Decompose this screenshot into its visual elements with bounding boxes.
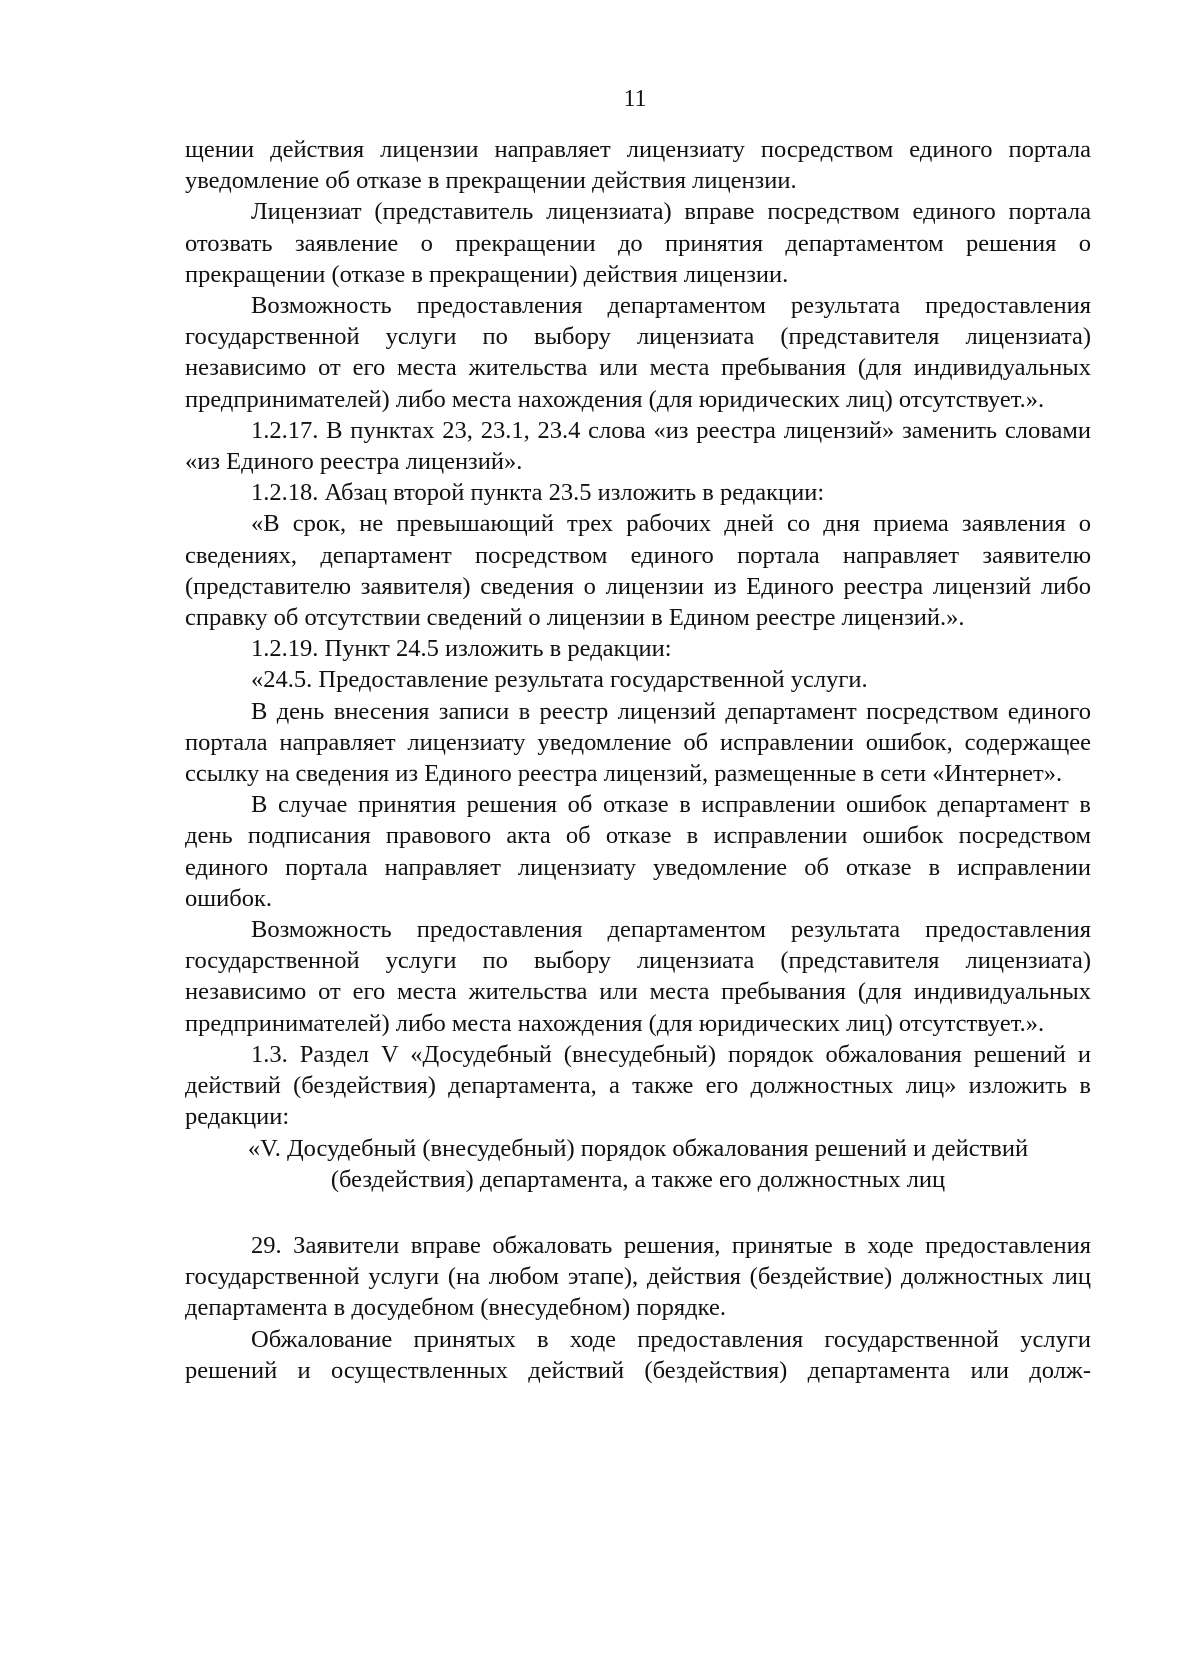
paragraph-1-2-17: 1.2.17. В пунктах 23, 23.1, 23.4 слова «из реестра лицензий» заменить словами «из Единого реестра лицензий». — [185, 416, 1091, 476]
paragraph-result-availability: Возможность предоставления департаментом результата предоставления государственной услуги по выбору лицензиата (представителя лицензиата) независимо от его места жительства или места пребывания (для индивидуальных предпринимателей) либо места нахождения (для юридических лиц) отсутствует.». — [185, 292, 1091, 413]
paragraph-continuation: щении действия лицензии направляет лицензиату посредством единого портала уведомление об отказе в прекращении действия лицензии. — [185, 136, 1091, 195]
document-body — [185, 134, 1091, 1386]
paragraph-1-2-19: 1.2.19. Пункт 24.5 изложить в редакции: — [251, 635, 672, 663]
section-heading-line-2: (бездействия) департамента, а также его должностных лиц — [330, 1165, 946, 1193]
paragraph-24-5-title: «24.5. Предоставление результата государственной услуги. — [251, 666, 868, 694]
paragraph-registry-entry: В день внесения записи в реестр лицензий департамент посредством единого портала направляет лицензиату уведомление об исправлении ошибок, содержащее ссылку на сведения из Единого реестра лицензий, размещенные в сети «Интернет». — [185, 697, 1091, 788]
paragraph-appeal-continuation: Обжалование принятых в ходе предоставления государственной услуги решений и осуществленных действий (бездействия) департамента или долж- — [185, 1325, 1091, 1384]
paragraph-1-3: 1.3. Раздел V «Досудебный (внесудебный) порядок обжалования решений и действий (бездействия) департамента, а также его должностных лиц» изложить в редакции: — [185, 1040, 1091, 1131]
paragraph-1-2-18: 1.2.18. Абзац второй пункта 23.5 изложить в редакции: — [251, 479, 825, 507]
paragraph-23-5-text: «В срок, не превышающий трех рабочих дней со дня приема заявления о сведениях, департамент посредством единого портала направляет заявителю (представителю заявителя) сведения о лицензии из Единого реестра лицензий либо справку об отсутствии сведений о лицензии в Едином реестре лицензий.». — [185, 510, 1091, 632]
paragraph-29: 29. Заявители вправе обжаловать решения, принятые в ходе предоставления государственной услуги (на любом этапе), действия (бездействие) должностных лиц департамента в досудебном (внесудебном) порядке. — [185, 1231, 1091, 1322]
paragraph-result-availability-2: Возможность предоставления департаментом результата предоставления государственной услуги по выбору лицензиата (представителя лицензиата) независимо от его места жительства или места пребывания (для индивидуальных предпринимателей) либо места нахождения (для юридических лиц) отсутствует.». — [185, 916, 1091, 1037]
paragraph-refusal-correction: В случае принятия решения об отказе в исправлении ошибок департамент в день подписания правового акта об отказе в исправлении ошибок посредством единого портала направляет лицензиату уведомление об отказе в исправлении ошибок. — [185, 791, 1091, 912]
paragraph-withdraw-application: Лицензиат (представитель лицензиата) вправе посредством единого портала отозвать заявление о прекращении до принятия департаментом решения о прекращении (отказе в прекращении) действия лицензии. — [185, 198, 1091, 288]
section-heading — [185, 1133, 1091, 1195]
page-number: 11 — [623, 86, 647, 112]
section-gap — [185, 1195, 1091, 1230]
section-heading-line-1: «V. Досудебный (внесудебный) порядок обжалования решений и действий — [247, 1134, 1029, 1162]
